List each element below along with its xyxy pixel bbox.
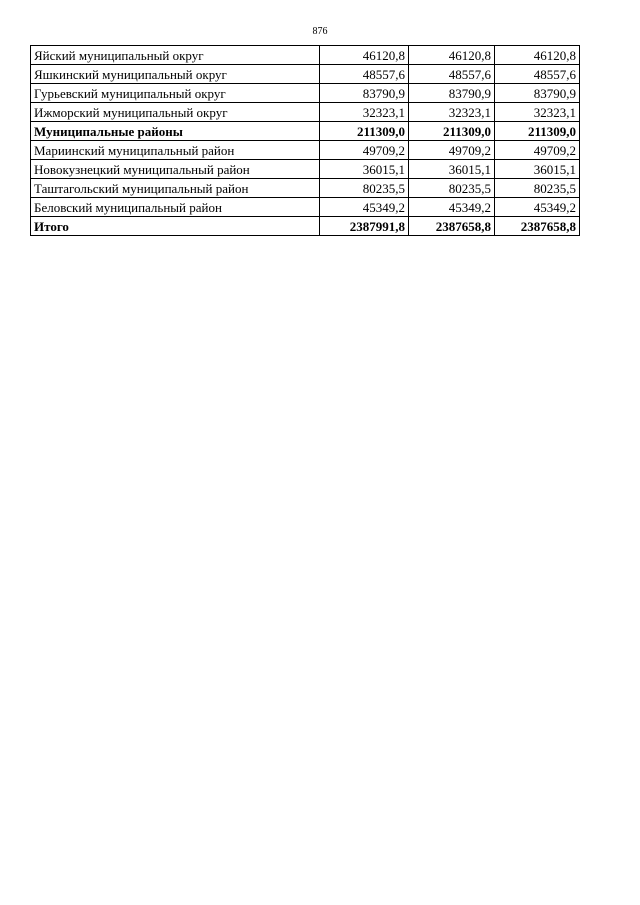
row-value-3: 211309,0: [495, 122, 580, 141]
row-name: Ижморский муниципальный округ: [31, 103, 320, 122]
row-value-2: 80235,5: [409, 179, 495, 198]
row-name: Яйский муниципальный округ: [31, 46, 320, 65]
row-value-2: 211309,0: [409, 122, 495, 141]
row-value-1: 32323,1: [320, 103, 409, 122]
row-value-3: 32323,1: [495, 103, 580, 122]
row-value-3: 49709,2: [495, 141, 580, 160]
row-name: Итого: [31, 217, 320, 236]
row-value-1: 46120,8: [320, 46, 409, 65]
row-name: Мариинский муниципальный район: [31, 141, 320, 160]
row-value-3: 48557,6: [495, 65, 580, 84]
row-value-1: 83790,9: [320, 84, 409, 103]
page-number: 876: [312, 26, 328, 37]
table-row: [31, 179, 580, 198]
table-row: [31, 65, 580, 84]
row-value-2: 45349,2: [409, 198, 495, 217]
row-name: Таштагольский муниципальный район: [31, 179, 320, 198]
row-value-1: 211309,0: [320, 122, 409, 141]
row-value-2: 49709,2: [409, 141, 495, 160]
total-row: [31, 217, 580, 236]
row-name: Муниципальные районы: [31, 122, 320, 141]
row-value-2: 32323,1: [409, 103, 495, 122]
row-name: Беловский муниципальный район: [31, 198, 320, 217]
table-row: [31, 84, 580, 103]
table-row: [31, 141, 580, 160]
table-row: [31, 46, 580, 65]
table-row: [31, 160, 580, 179]
row-value-3: 46120,8: [495, 46, 580, 65]
row-value-2: 83790,9: [409, 84, 495, 103]
table-row: [31, 103, 580, 122]
row-value-1: 2387991,8: [320, 217, 409, 236]
row-value-1: 48557,6: [320, 65, 409, 84]
budget-table: [30, 45, 580, 236]
row-value-3: 83790,9: [495, 84, 580, 103]
subtotal-row: [31, 122, 580, 141]
row-value-1: 80235,5: [320, 179, 409, 198]
budget-table-body: [31, 46, 580, 236]
row-value-3: 80235,5: [495, 179, 580, 198]
row-value-2: 46120,8: [409, 46, 495, 65]
row-value-2: 36015,1: [409, 160, 495, 179]
table-row: [31, 198, 580, 217]
row-value-1: 49709,2: [320, 141, 409, 160]
row-value-2: 48557,6: [409, 65, 495, 84]
row-value-3: 2387658,8: [495, 217, 580, 236]
row-value-1: 36015,1: [320, 160, 409, 179]
row-value-1: 45349,2: [320, 198, 409, 217]
row-name: Яшкинский муниципальный округ: [31, 65, 320, 84]
row-name: Гурьевский муниципальный округ: [31, 84, 320, 103]
row-value-3: 36015,1: [495, 160, 580, 179]
row-value-2: 2387658,8: [409, 217, 495, 236]
row-name: Новокузнецкий муниципальный район: [31, 160, 320, 179]
row-value-3: 45349,2: [495, 198, 580, 217]
